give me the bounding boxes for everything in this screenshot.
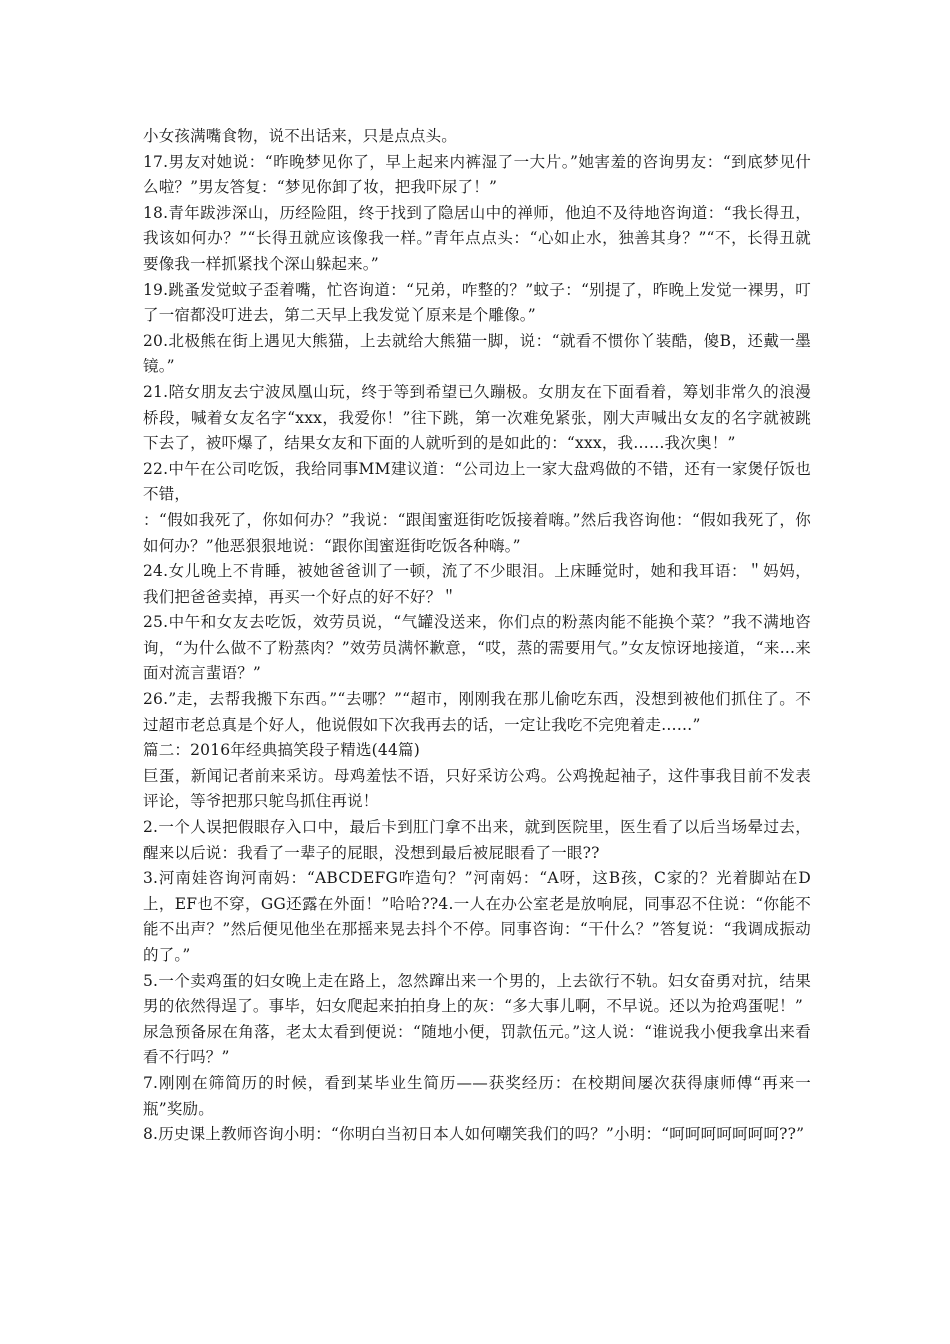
paragraph: 25.中午和女友去吃饭，效劳员说，“气罐没送来，你们点的粉蒸肉能不能换个菜？”我不满地咨询，“为什么做不了粉蒸肉？”效劳员满怀歉意，“哎，蒸的需要用气。”女友惊讶地接道，“来...来面对流言蜚语？”	[143, 613, 811, 683]
paragraph: 小女孩满嘴食物，说不出话来，只是点点头。	[143, 127, 458, 145]
paragraph: 19.跳蚤发觉蚊子歪着嘴，忙咨询道：“兄弟，咋整的？”蚊子：“别提了，昨晚上发觉一裸男，叮了一宿都没叮进去，第二天早上我发觉丫原来是个雕像。”	[143, 280, 811, 325]
paragraph: 7.刚刚在筛简历的时候，看到某毕业生简历——获奖经历：在校期间屡次获得康师傅“再来一瓶”奖励。	[143, 1073, 811, 1118]
paragraph: 22.中午在公司吃饭，我给同事MM建议道：“公司边上一家大盘鸡做的不错，还有一家煲仔饭也不错，	[143, 459, 811, 504]
paragraph: 5.一个卖鸡蛋的妇女晚上走在路上，忽然蹿出来一个男的，上去欲行不轨。妇女奋勇对抗，结果男的依然得逞了。事毕，妇女爬起来拍拍身上的灰：“多大事儿啊，不早说。还以为抢鸡蛋呢！”	[143, 971, 811, 1016]
paragraph: 3.河南娃咨询河南妈：“ABCDEFG咋造句？”河南妈：“A呀，这B孩，C家的？光着脚站在D上，EF也不穿，GG还露在外面！”哈哈??4.一人在办公室老是放响屁，同事忍不住说：“你能不能不出声？”然后便见他坐在那摇来晃去抖个不停。同事咨询：“干什么？”答复说：“我调成振动的了。”	[143, 869, 811, 964]
paragraph: 8.历史课上教师咨询小明：“你明白当初日本人如何嘲笑我们的吗？”小明：“呵呵呵呵呵呵呵??”	[143, 1125, 805, 1144]
paragraph: 2.一个人误把假眼存入口中，最后卡到肛门拿不出来，就到医院里，医生看了以后当场晕过去，醒来以后说：我看了一辈子的屁眼，没想到最后被屁眼看了一眼??	[143, 818, 811, 862]
document-page	[143, 124, 811, 1148]
paragraph: 巨蛋，新闻记者前来采访。母鸡羞怯不语，只好采访公鸡。公鸡挽起袖子，这件事我目前不发表评论，等爷把那只鸵鸟抓住再说！	[143, 766, 811, 811]
paragraph: 17.男友对她说：“昨晚梦见你了，早上起来内裤湿了一大片。”她害羞的咨询男友：“到底梦见什么啦？”男友答复：“梦见你卸了妆，把我吓尿了！”	[143, 152, 811, 197]
section-one	[143, 124, 811, 738]
paragraph: 20.北极熊在街上遇见大熊猫，上去就给大熊猫一脚，说：“就看不惯你丫装酷，傻B，还戴一墨镜。”	[143, 331, 811, 376]
section-heading: 篇二：2016年经典搞笑段子精选(44篇)	[143, 741, 420, 760]
paragraph: 18.青年跋涉深山，历经险阻，终于找到了隐居山中的禅师，他迫不及待地咨询道：“我长得丑，我该如何办？”“长得丑就应该像我一样。”青年点点头：“心如止水，独善其身？”“不，长得丑就要像我一样抓紧找个深山躲起来。”	[143, 203, 811, 273]
paragraph: 26.”走，去帮我搬下东西。”“去哪？”“超市，刚刚我在那儿偷吃东西，没想到被他们抓住了。不过超市老总真是个好人，他说假如下次我再去的话，一定让我吃不完兜着走……”	[143, 690, 811, 734]
paragraph: ：“假如我死了，你如何办？”我说：“跟闺蜜逛街吃饭接着嗨。”然后我咨询他：“假如我死了，你如何办？”他恶狠狠地说：“跟你闺蜜逛街吃饭各种嗨。”	[143, 510, 811, 555]
paragraph: 21.陪女朋友去宁波凤凰山玩，终于等到希望已久蹦极。女朋友在下面看着，筹划非常久的浪漫桥段，喊着女友名字“xxx，我爱你！”往下跳，第一次难免紧张，刚大声喊出女友的名字就被跳下去了，被吓爆了，结果女友和下面的人就听到的是如此的：“xxx，我……我次奥！”	[143, 382, 811, 453]
section-two	[143, 738, 811, 1148]
paragraph: 24.女儿晚上不肯睡，被她爸爸训了一顿，流了不少眼泪。上床睡觉时，她和我耳语：＂妈妈，我们把爸爸卖掉，再买一个好点的好不好？＂	[143, 562, 811, 606]
paragraph: 尿急预备尿在角落，老太太看到便说：“随地小便，罚款伍元。”这人说：“谁说我小便我拿出来看看不行吗？”	[143, 1022, 811, 1067]
